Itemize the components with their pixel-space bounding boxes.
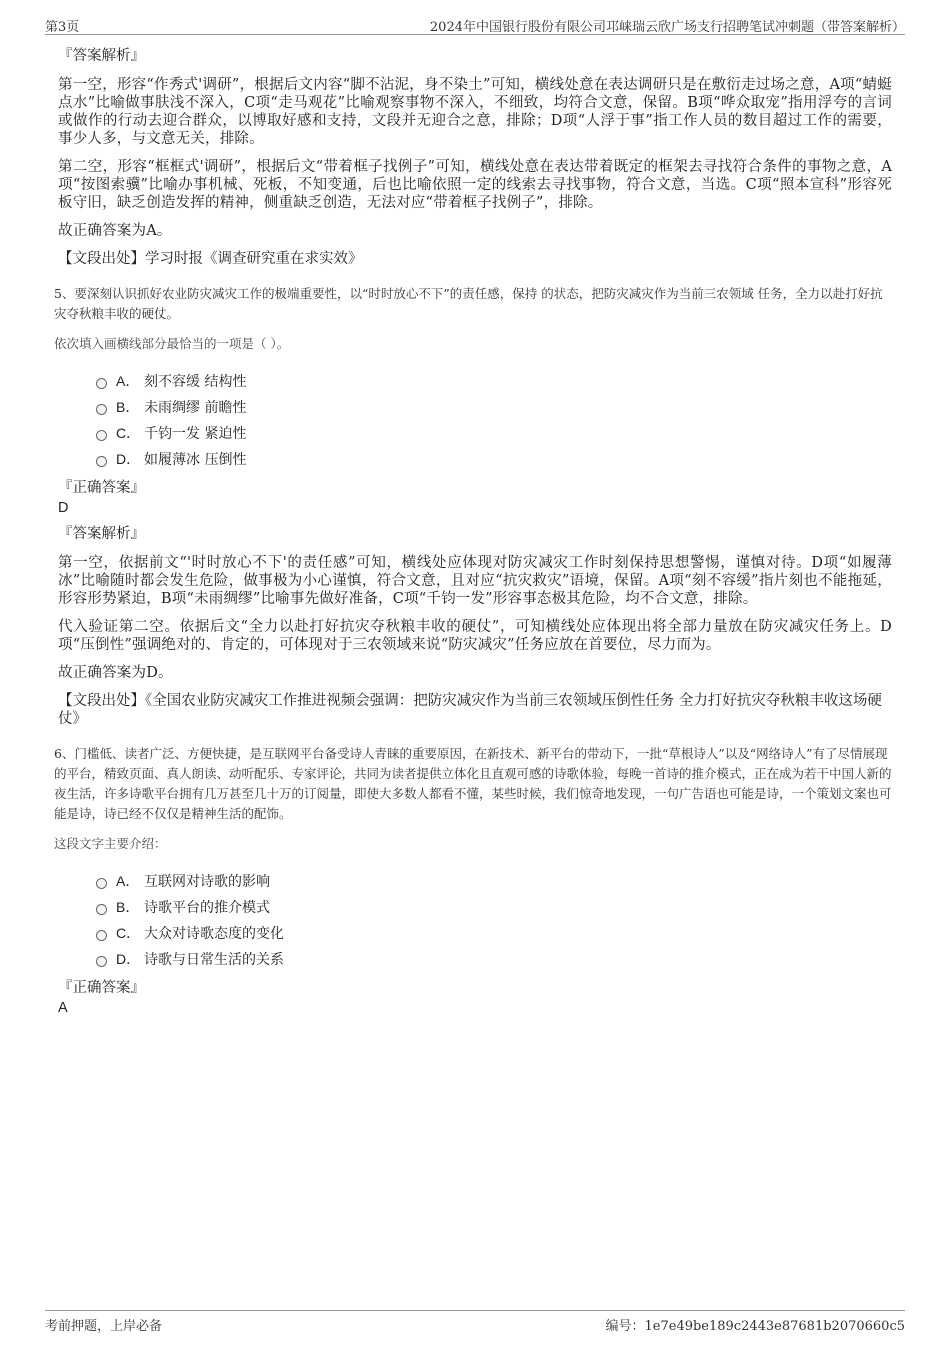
radio-icon[interactable] xyxy=(96,956,107,967)
document-title: 2024年中国银行股份有限公司邛崃瑞云欣广场支行招聘笔试冲刺题（带答案解析） xyxy=(429,20,905,35)
option-text: 诗歌平台的推介模式 xyxy=(144,900,270,916)
question-prompt: 依次填入画横线部分最恰当的一项是（ ）。 xyxy=(54,336,290,351)
analysis-label: 『答案解析』 xyxy=(58,48,145,64)
page-number: 第3页 xyxy=(45,20,80,35)
analysis-paragraph: 第二空，形容“框框式'调研”，根据后文“带着框子找例子”可知，横线处意在表达带着既定的框架去寻找符合条件的事物之意，A项“按图索骥”比喻办事机械、死板，不知变通，后也比喻依照一定的线索去寻找事物，符合文意，当选。C项“照本宣科”形容死板守旧，缺乏创造发挥的精神，侧重缺乏创造，无法对应“带着框子找例子”，排除。 xyxy=(58,159,892,211)
radio-icon[interactable] xyxy=(96,878,107,889)
passage-source: 【文段出处】《全国农业防灾减灾工作推进视频会强调：把防灾减灾作为当前三农领域压倒性任务 全力打好抗灾夺秋粮丰收这场硬仗》 xyxy=(58,693,882,727)
footer-slogan: 考前押题，上岸必备 xyxy=(45,1319,163,1334)
option-letter: C． xyxy=(116,925,141,941)
radio-icon[interactable] xyxy=(96,456,107,467)
option-text: 千钧一发 紧迫性 xyxy=(144,426,247,442)
option-list xyxy=(96,868,892,972)
correct-answer: D xyxy=(58,500,69,516)
radio-icon[interactable] xyxy=(96,430,107,441)
option-text: 互联网对诗歌的影响 xyxy=(144,874,270,890)
question-text: 6、门槛低、读者广泛、方便快捷，是互联网平台备受诗人青睐的重要原因，在新技术、新平台的带动下，一批“草根诗人”以及“网络诗人”有了尽情展现的平台，精致页面、真人朗读、动听配乐、专家评论，共同为读者提供立体化且直观可感的诗歌体验，每晚一首诗的推介模式，正在成为若干中国人新的夜生活，许多诗歌平台拥有几万甚至几十万的订阅量，即使大多数人都看不懂，某些时候，我们惊奇地发现，一句广告语也可能是诗，一个策划文案也可能是诗，诗已经不仅仅是精神生活的配饰。 xyxy=(54,746,892,821)
correct-answer: A xyxy=(58,1000,68,1016)
option-letter: B． xyxy=(116,899,140,915)
option-d[interactable] xyxy=(96,446,892,472)
page-content xyxy=(54,46,892,1024)
question-6 xyxy=(54,744,892,1016)
answer-conclusion: 故正确答案为A。 xyxy=(58,223,172,239)
option-letter: D． xyxy=(116,951,141,967)
question-text: 5、要深刻认识抓好农业防灾减灾工作的极端重要性，以“时时放心不下”的责任感，保持 的状态，把防灾减灾作为当前三农领域 任务，全力以赴打好抗灾夺秋粮丰收的硬仗。 xyxy=(54,286,883,321)
analysis-paragraph: 第一空，依据前文“'时时放心不下'的责任感”可知，横线处应体现对防灾减灾工作时刻保持思想警惕，谨慎对待。D项“如履薄冰”比喻随时都会发生危险，做事极为小心谨慎，符合文意，且对应“抗灾救灾”语境，保留。A项“刻不容缓”指片刻也不能拖延，形容形势紧迫，B项“未雨绸缪”比喻事先做好准备，C项“千钧一发”形容事态极其危险，均不合文意，排除。 xyxy=(58,555,892,607)
option-c[interactable] xyxy=(96,920,892,946)
radio-icon[interactable] xyxy=(96,404,107,415)
option-text: 刻不容缓 结构性 xyxy=(144,374,247,390)
analysis-paragraph: 第一空，形容“作秀式'调研”，根据后文内容“脚不沾泥，身不染土”可知，横线处意在表达调研只是在敷衍走过场之意，A项“蜻蜓点水”比喻做事肤浅不深入，C项“走马观花”比喻观察事物不深入，不细致，均符合文意，保留。B项“哗众取宠”指用浮夸的言词或做作的行动去迎合群众，以博取好感和支持，文段并无迎合之意，排除；D项“人浮于事”指工作人员的数目超过工作的需要，事少人多，与文意无关，排除。 xyxy=(58,77,892,147)
option-c[interactable] xyxy=(96,420,892,446)
option-d[interactable] xyxy=(96,946,892,972)
option-letter: B． xyxy=(116,399,140,415)
option-b[interactable] xyxy=(96,894,892,920)
option-list xyxy=(96,368,892,472)
option-letter: C． xyxy=(116,425,141,441)
page-header xyxy=(45,14,905,35)
question-5 xyxy=(54,284,892,728)
radio-icon[interactable] xyxy=(96,904,107,915)
option-a[interactable] xyxy=(96,868,892,894)
page-footer xyxy=(45,1310,905,1334)
answer-conclusion: 故正确答案为D。 xyxy=(58,665,173,681)
analysis-paragraph: 代入验证第二空。依据后文“全力以赴打好抗灾夺秋粮丰收的硬仗”，可知横线处应体现出将全部力量放在防灾减灾任务上。D项“压倒性”强调绝对的、肯定的，可体现对于三农领域来说“防灾减灾”任务应放在首要位，尽力而为。 xyxy=(58,619,892,653)
question-4-analysis xyxy=(58,46,892,268)
option-text: 如履薄冰 压倒性 xyxy=(144,452,247,468)
correct-answer-label: 『正确答案』 xyxy=(58,980,145,996)
question-prompt: 这段文字主要介绍： xyxy=(54,836,167,851)
option-letter: A． xyxy=(116,873,140,889)
option-letter: A． xyxy=(116,373,140,389)
option-text: 大众对诗歌态度的变化 xyxy=(144,926,284,942)
analysis-label: 『答案解析』 xyxy=(58,526,145,542)
option-b[interactable] xyxy=(96,394,892,420)
document-id: 编号：1e7e49be189c2443e87681b2070660c5 xyxy=(605,1319,905,1334)
radio-icon[interactable] xyxy=(96,930,107,941)
option-letter: D． xyxy=(116,451,141,467)
radio-icon[interactable] xyxy=(96,378,107,389)
option-text: 未雨绸缪 前瞻性 xyxy=(144,400,247,416)
correct-answer-label: 『正确答案』 xyxy=(58,480,145,496)
passage-source: 【文段出处】学习时报《调查研究重在求实效》 xyxy=(58,251,363,267)
option-a[interactable] xyxy=(96,368,892,394)
option-text: 诗歌与日常生活的关系 xyxy=(144,952,284,968)
